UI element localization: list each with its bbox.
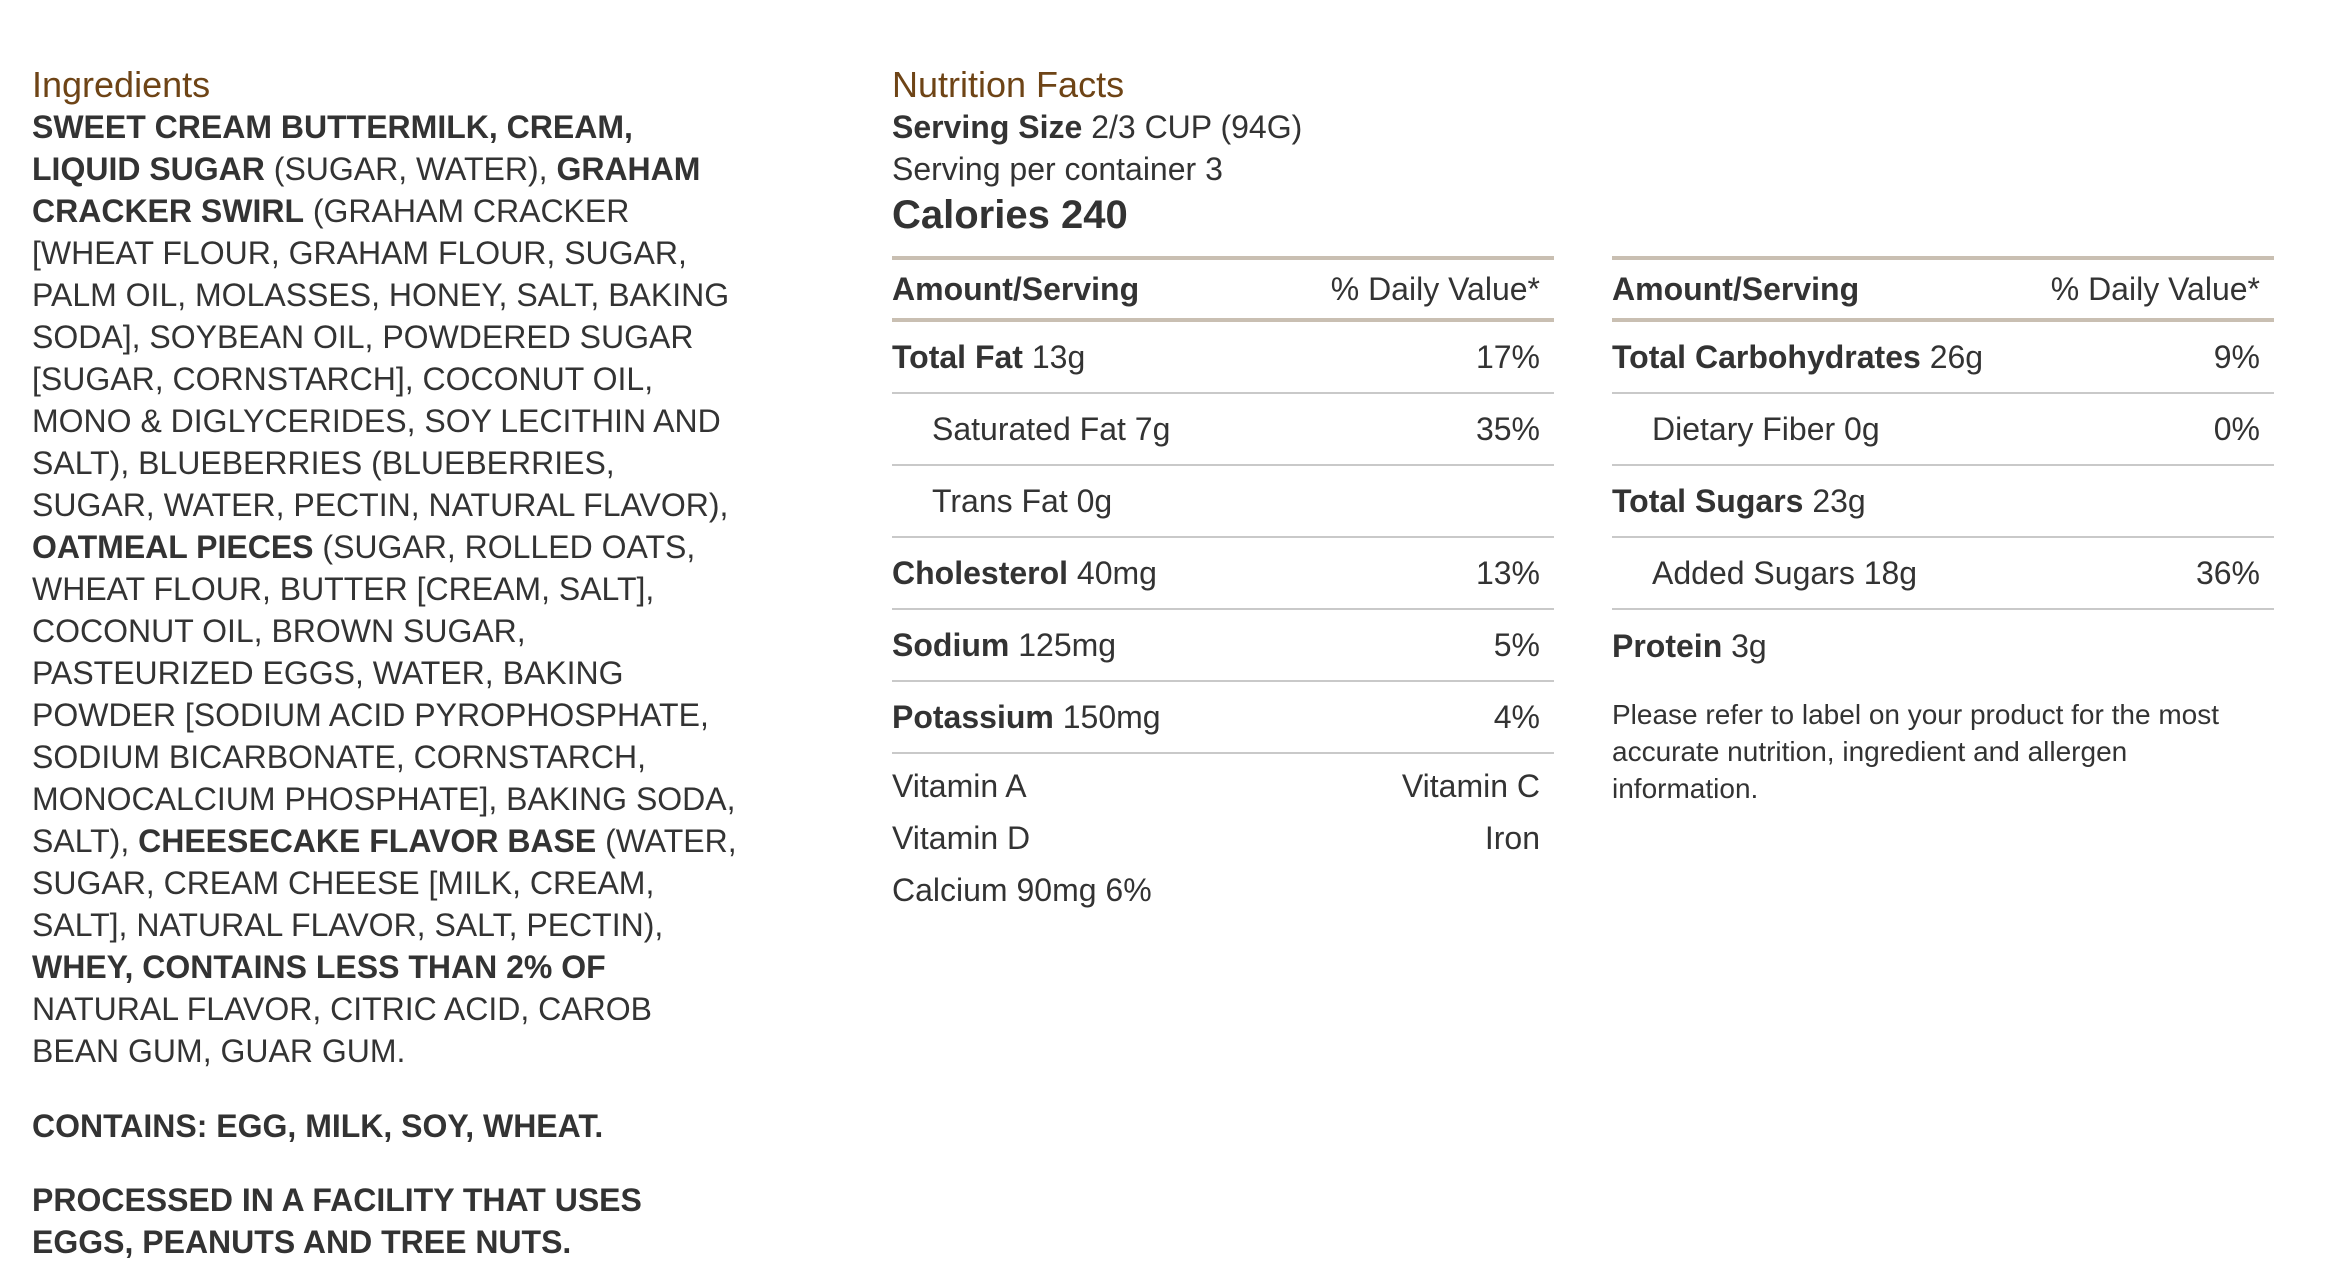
nutrition-tables: [892, 256, 2292, 1156]
daily-value-header: % Daily Value*: [1330, 270, 1540, 307]
nutrient-amount: 0g: [1067, 482, 1113, 519]
nutrient-name: Trans Fat: [932, 482, 1068, 519]
table-header: [892, 256, 1554, 322]
nutrient-daily-value: 35%: [1475, 410, 1540, 447]
nutrient-daily-value: 4%: [1493, 698, 1540, 735]
nutrient-daily-value: 5%: [1493, 626, 1540, 663]
nutrient-label: [1612, 555, 1917, 592]
nutrient-row: [1612, 538, 2274, 610]
calcium: Calcium 90mg 6%: [892, 872, 1152, 908]
vitamin-d: Vitamin D: [892, 820, 1031, 856]
nutrient-amount: 0g: [1835, 410, 1880, 447]
facility-statement: PROCESSED IN A FACILITY THAT USES EGGS, PEANUTS AND TREE NUTS.: [32, 1182, 642, 1260]
nutrient-name: Total Sugars: [1612, 482, 1804, 519]
nutrient-name: Added Sugars: [1652, 554, 1855, 591]
nutrient-name: Potassium: [892, 698, 1054, 735]
left-rows: [892, 322, 1554, 754]
nutrient-name: Protein: [1612, 627, 1723, 664]
nutrition-title: Nutrition Facts: [892, 64, 1125, 105]
nutrient-name: Sodium: [892, 626, 1010, 663]
table-header: [1612, 256, 2274, 322]
nutrient-daily-value: 9%: [2213, 338, 2260, 375]
ingredient-bold: SWEET CREAM BUTTERMILK, CREAM, LIQUID SUGAR: [32, 109, 633, 187]
ingredients-title: Ingredients: [32, 64, 211, 105]
nutrient-row: [892, 610, 1554, 682]
serving-size-label: Serving Size: [892, 109, 1083, 145]
iron: Iron: [1484, 820, 1540, 856]
amount-serving-header: Amount/Serving: [892, 270, 1140, 307]
nutrient-amount: 18g: [1854, 554, 1918, 591]
nutrient-amount: 13g: [1022, 338, 1086, 375]
nutrient-row: [1612, 322, 2274, 394]
ingredient-bold: CHEESECAKE FLAVOR BASE: [138, 823, 597, 859]
nutrient-label: [892, 627, 1116, 664]
ingredient-text: (SUGAR, ROLLED OATS, WHEAT FLOUR, BUTTER [CREAM, SALT], COCONUT OIL, BROWN SUGAR, PASTEURIZED EGGS, WATER, BAKING POWDER [SODIUM ACID PYROPHOSPHATE, SODIUM BICARBONATE, CORNSTARCH, MONOCALCIUM PHOSPHATE], BAKING SODA, SALT),: [32, 529, 736, 859]
disclaimer: Please refer to label on your product for the most accurate nutrition, ingredient and allergen information.: [1612, 699, 2219, 804]
nutrient-label: [892, 555, 1157, 592]
serving-size-value: 2/3 CUP (94G): [1082, 109, 1303, 145]
nutrient-amount: 40mg: [1068, 554, 1157, 591]
amount-serving-header: Amount/Serving: [1612, 270, 1860, 307]
ingredient-bold: OATMEAL PIECES: [32, 529, 314, 565]
ingredient-text: (GRAHAM CRACKER [WHEAT FLOUR, GRAHAM FLOUR, SUGAR, PALM OIL, MOLASSES, HONEY, SALT, BAKING SODA], SOYBEAN OIL, POWDERED SUGAR [SUGAR, CORNSTARCH], COCONUT OIL, MONO & DIGLYCERIDES, SOY LECITHIN AND SALT), BLUEBERRIES (BLUEBERRIES, SUGAR, WATER, PECTIN, NATURAL FLAVOR),: [32, 193, 730, 523]
nutrient-row: [892, 322, 1554, 394]
nutrient-row: [1612, 394, 2274, 466]
nutrient-name: Cholesterol: [892, 554, 1069, 591]
nutrient-row: [1612, 466, 2274, 538]
nutrient-row: [892, 538, 1554, 610]
ingredient-bold: GRAHAM CRACKER SWIRL: [32, 151, 701, 229]
vitamin-row: [892, 760, 1554, 812]
nutrient-row: [892, 682, 1554, 754]
ingredient-text: (WATER, SUGAR, CREAM CHEESE [MILK, CREAM, SALT], NATURAL FLAVOR, SALT, PECTIN),: [32, 823, 737, 943]
nutrition-table-left: [892, 256, 1554, 916]
nutrition-section: [892, 64, 2292, 1156]
nutrient-label: [892, 483, 1112, 520]
nutrient-label: [892, 339, 1085, 376]
ingredients-section: [32, 64, 742, 1263]
vitamins: [892, 760, 1554, 916]
servings-per-container: Serving per container 3: [892, 151, 1223, 187]
vitamin-c: Vitamin C: [1401, 768, 1540, 804]
nutrient-name: Total Fat: [892, 338, 1023, 375]
contains-statement: CONTAINS: EGG, MILK, SOY, WHEAT.: [32, 1108, 604, 1144]
nutrient-name: Saturated Fat: [932, 410, 1126, 447]
nutrition-table-right: [1612, 256, 2274, 807]
nutrient-label: [892, 411, 1170, 448]
vitamin-row: [892, 812, 1554, 864]
nutrient-label: [1612, 339, 1983, 376]
ingredient-text: (SUGAR, WATER),: [264, 151, 557, 187]
nutrient-amount: 3g: [1722, 627, 1767, 664]
nutrient-label: [1612, 483, 1866, 520]
nutrient-row: [892, 394, 1554, 466]
nutrient-daily-value: 0%: [2213, 410, 2260, 447]
nutrient-amount: 7g: [1125, 410, 1171, 447]
nutrient-amount: 150mg: [1053, 698, 1161, 735]
nutrient-amount: 125mg: [1009, 626, 1117, 663]
nutrient-daily-value: 17%: [1475, 338, 1540, 375]
ingredients-text: [32, 106, 742, 1072]
serving-size: [892, 106, 2292, 148]
vitamin-row: [892, 864, 1554, 916]
daily-value-header: % Daily Value*: [2050, 270, 2260, 307]
ingredient-text: NATURAL FLAVOR, CITRIC ACID, CAROB BEAN GUM, GUAR GUM.: [32, 991, 652, 1069]
nutrient-row: [1612, 610, 2274, 682]
right-rows: [1612, 322, 2274, 682]
nutrient-row: [892, 466, 1554, 538]
ingredient-bold: WHEY, CONTAINS LESS THAN 2% OF: [32, 949, 606, 985]
nutrient-name: Dietary Fiber: [1652, 410, 1836, 447]
nutrient-daily-value: 36%: [2195, 554, 2260, 591]
vitamin-a: Vitamin A: [892, 768, 1027, 804]
nutrient-daily-value: 13%: [1475, 554, 1540, 591]
nutrient-label: [1612, 628, 1767, 665]
nutrient-label: [892, 699, 1161, 736]
nutrient-label: [1612, 411, 1880, 448]
calories: Calories 240: [892, 193, 1128, 237]
nutrient-amount: 26g: [1920, 338, 1984, 375]
nutrient-amount: 23g: [1803, 482, 1866, 519]
nutrient-name: Total Carbohydrates: [1612, 338, 1921, 375]
